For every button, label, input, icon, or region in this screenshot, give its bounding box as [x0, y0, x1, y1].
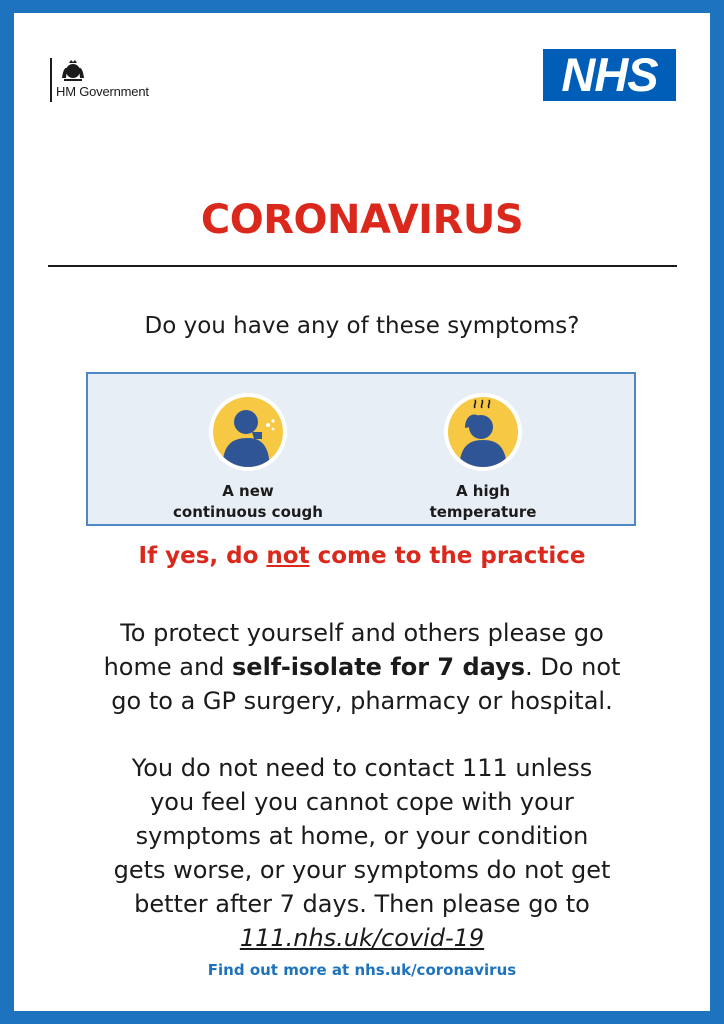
hm-government-logo: [50, 58, 149, 102]
para2-line5: better after 7 days. Then please go to: [134, 890, 590, 918]
symptom-temperature-line2: temperature: [429, 503, 537, 521]
symptom-cough-line2: continuous cough: [173, 503, 323, 521]
symptom-temperature-line1: A high: [455, 482, 511, 500]
para2-line4: gets worse, or your symptoms do not get: [113, 856, 611, 884]
para1-line2: home and self-isolate for 7 days. Do not: [103, 653, 621, 681]
symptom-temperature: [383, 392, 583, 523]
para2-line1: You do not need to contact 111 unless: [131, 754, 593, 782]
contact-111-paragraph: [44, 751, 680, 955]
para2-line2: you feel you cannot cope with your: [150, 788, 574, 816]
warning-before: If yes, do: [138, 543, 267, 569]
para1-line3: go to a GP surgery, pharmacy or hospital.: [111, 687, 613, 715]
warning-message: [14, 543, 710, 569]
symptoms-question: Do you have any of these symptoms?: [144, 313, 580, 339]
self-isolate-paragraph: [44, 616, 680, 718]
symptoms-panel: [86, 372, 636, 526]
self-isolate-emphasis: self-isolate for 7 days: [232, 653, 526, 681]
cough-icon: [208, 392, 288, 472]
gov-name: HM Government: [56, 84, 149, 99]
nhs-logo-text: NHS: [561, 48, 658, 101]
poster: [14, 13, 710, 1011]
para1-line1: To protect yourself and others please go: [120, 619, 604, 647]
nhs-logo: [543, 49, 676, 101]
divider: [48, 265, 677, 267]
royal-coat-of-arms-icon: [60, 58, 86, 82]
page-title: CORONAVIRUS: [200, 197, 524, 243]
symptom-cough: [148, 392, 348, 523]
warning-after: come to the practice: [309, 543, 586, 569]
nhs-111-link[interactable]: 111.nhs.uk/covid-19: [239, 924, 485, 952]
warning-emphasis: not: [266, 543, 310, 569]
symptom-cough-line1: A new: [222, 482, 274, 500]
footer-link[interactable]: Find out more at nhs.uk/coronavirus: [207, 961, 517, 979]
para2-line3: symptoms at home, or your condition: [135, 822, 589, 850]
temperature-icon: [443, 392, 523, 472]
